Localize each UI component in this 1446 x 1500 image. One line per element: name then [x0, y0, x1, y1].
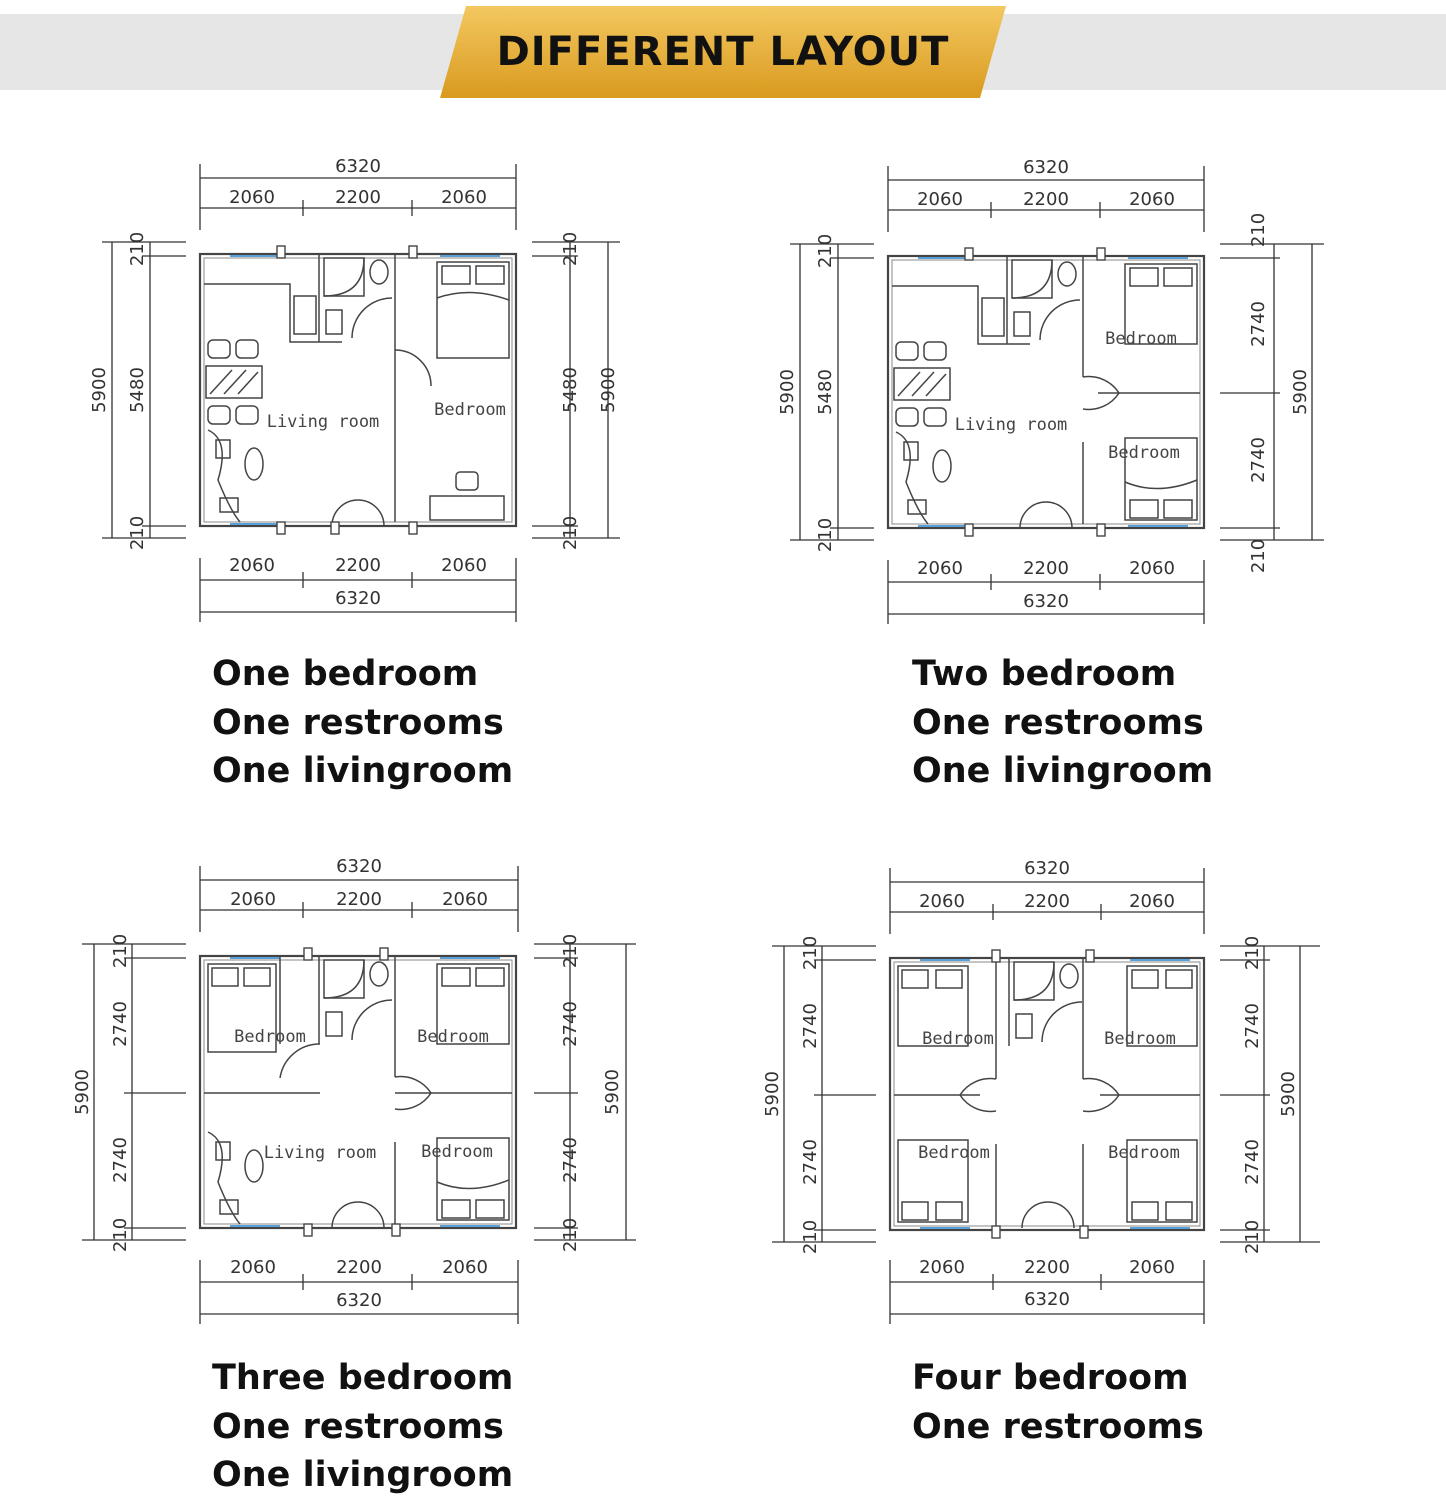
dim-left-wall: 210	[800, 1219, 821, 1255]
caption-line: One bedroom	[212, 654, 479, 694]
dim-seg-bottom: 2200	[1023, 558, 1069, 579]
dim-seg-top: 2060	[919, 891, 965, 912]
dim-right-wall: 210	[1248, 212, 1269, 248]
title-banner	[440, 4, 1006, 100]
room-label-bedroom: Bedroom	[1105, 329, 1177, 349]
dim-seg-bottom: 2060	[1129, 558, 1175, 579]
floor-plan-drawing	[80, 150, 640, 640]
room-label-bedroom: Bedroom	[434, 400, 506, 420]
room-label-living: Living room	[263, 1143, 377, 1163]
dim-right-wall: 210	[1242, 935, 1263, 971]
dim-right-wall: 210	[560, 515, 581, 551]
caption-line: One livingroom	[212, 1455, 514, 1495]
dim-seg-bottom: 2060	[442, 1257, 488, 1278]
dim-seg-top: 2060	[230, 889, 276, 910]
caption-line: Four bedroom	[912, 1358, 1189, 1398]
dim-left-wall: 210	[815, 233, 836, 269]
dim-right-wall: 210	[560, 231, 581, 267]
room-label-bedroom: Bedroom	[421, 1142, 493, 1162]
dim-left-wall: 210	[127, 515, 148, 551]
dim-left-wall: 210	[815, 517, 836, 553]
dim-left-inner: 5480	[815, 369, 836, 415]
dim-seg-bottom: 2200	[1024, 1257, 1070, 1278]
room-label-bedroom: Bedroom	[417, 1027, 489, 1047]
room-label-living: Living room	[954, 415, 1068, 435]
room-label-living: Living room	[266, 412, 380, 432]
dim-right-total: 5900	[602, 1069, 623, 1115]
dim-seg-bottom: 2060	[229, 555, 275, 576]
dim-left-wall: 210	[800, 935, 821, 971]
floor-plan-one-bedroom	[80, 150, 640, 640]
dim-left-total: 5900	[72, 1069, 93, 1115]
dim-seg-top: 2200	[1024, 891, 1070, 912]
dim-seg-bottom: 2060	[917, 558, 963, 579]
dim-seg-top: 2060	[1129, 189, 1175, 210]
caption-line: One livingroom	[212, 751, 514, 791]
dim-seg-bottom: 2200	[336, 1257, 382, 1278]
dim-right-half: 2740	[560, 1001, 581, 1047]
dim-seg-top: 2060	[917, 189, 963, 210]
room-label-bedroom: Bedroom	[1108, 443, 1180, 463]
dim-left-half: 2740	[800, 1003, 821, 1049]
dim-seg-top: 2060	[229, 187, 275, 208]
dim-left-wall: 210	[110, 933, 131, 969]
dim-left-half: 2740	[110, 1137, 131, 1183]
dim-right-half: 2740	[1248, 437, 1269, 483]
dim-total-bottom: 6320	[336, 1290, 382, 1311]
dim-seg-top: 2200	[1023, 189, 1069, 210]
floor-plan-three-bedroom	[72, 852, 640, 1342]
dim-left-half: 2740	[110, 1001, 131, 1047]
dim-right-half: 2740	[1248, 301, 1269, 347]
caption-line: One livingroom	[912, 751, 1214, 791]
caption-three-bedroom	[212, 1354, 513, 1500]
caption-line: Two bedroom	[912, 654, 1177, 694]
dim-right-total: 5900	[1278, 1071, 1299, 1117]
dim-right-wall: 210	[1248, 538, 1269, 574]
dim-seg-top: 2200	[335, 187, 381, 208]
dim-left-half: 2740	[800, 1139, 821, 1185]
room-label-bedroom: Bedroom	[922, 1029, 994, 1049]
dim-total-bottom: 6320	[1023, 591, 1069, 612]
caption-four-bedroom	[912, 1354, 1204, 1451]
dim-seg-top: 2060	[441, 187, 487, 208]
floor-plan-four-bedroom	[762, 854, 1330, 1344]
dim-right-wall: 210	[560, 1217, 581, 1253]
caption-line: One restrooms	[212, 1406, 504, 1447]
dim-total-top: 6320	[1024, 858, 1070, 879]
caption-line: One restrooms	[912, 702, 1204, 743]
room-label-bedroom: Bedroom	[234, 1027, 306, 1047]
dim-right-total: 5900	[1290, 369, 1311, 415]
room-label-bedroom: Bedroom	[1108, 1143, 1180, 1163]
dim-right-total: 5900	[598, 367, 619, 413]
dim-seg-top: 2060	[442, 889, 488, 910]
dim-seg-bottom: 2060	[919, 1257, 965, 1278]
caption-two-bedroom	[912, 650, 1213, 796]
floor-plan-drawing	[72, 852, 640, 1342]
dim-seg-top: 2060	[1129, 891, 1175, 912]
dim-right-half: 2740	[1242, 1139, 1263, 1185]
dim-seg-top: 2200	[336, 889, 382, 910]
floor-plan-two-bedroom	[768, 152, 1328, 642]
dim-left-total: 5900	[777, 369, 798, 415]
dim-right-wall: 210	[560, 933, 581, 969]
dim-right-half: 2740	[1242, 1003, 1263, 1049]
dim-left-wall: 210	[127, 231, 148, 267]
dim-total-top: 6320	[336, 856, 382, 877]
dim-left-total: 5900	[762, 1071, 783, 1117]
dim-left-total: 5900	[89, 367, 110, 413]
dim-total-top: 6320	[1023, 157, 1069, 178]
dim-right-half: 2740	[560, 1137, 581, 1183]
caption-line: One restrooms	[212, 702, 504, 743]
caption-one-bedroom	[212, 650, 513, 796]
floor-plan-drawing	[768, 152, 1328, 642]
dim-seg-bottom: 2060	[441, 555, 487, 576]
dim-right-wall: 210	[1242, 1219, 1263, 1255]
page-title: DIFFERENT LAYOUT	[496, 29, 950, 75]
dim-seg-bottom: 2060	[1129, 1257, 1175, 1278]
dim-right-inner: 5480	[560, 367, 581, 413]
dim-total-bottom: 6320	[335, 588, 381, 609]
dim-left-wall: 210	[110, 1217, 131, 1253]
caption-line: Three bedroom	[212, 1358, 514, 1398]
dim-seg-bottom: 2060	[230, 1257, 276, 1278]
caption-line: One restrooms	[912, 1406, 1204, 1447]
dim-total-bottom: 6320	[1024, 1289, 1070, 1310]
dim-left-inner: 5480	[127, 367, 148, 413]
floor-plan-drawing	[762, 854, 1330, 1344]
dim-total-top: 6320	[335, 156, 381, 177]
room-label-bedroom: Bedroom	[918, 1143, 990, 1163]
room-label-bedroom: Bedroom	[1104, 1029, 1176, 1049]
dim-seg-bottom: 2200	[335, 555, 381, 576]
